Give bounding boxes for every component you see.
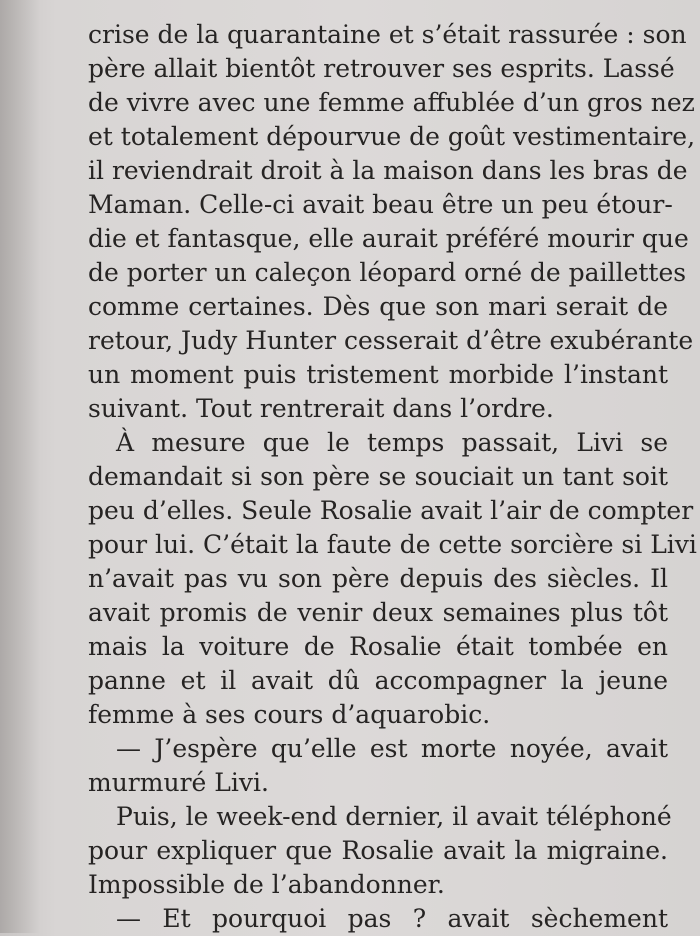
text-line: père allait bientôt retrouver ses esprits. Lassé (88, 54, 675, 83)
text-line: il reviendrait droit à la maison dans les bras de (88, 156, 688, 185)
text-line: crise de la quarantaine et s’était rassurée : son (88, 20, 687, 49)
text-line: et totalement dépourvue de goût vestimentaire, (88, 122, 696, 151)
text-line: panne et il avait dû accompagner la jeune (88, 666, 668, 695)
text-line: femme à ses cours d’aquarobic. (88, 700, 491, 729)
text-line: pour expliquer que Rosalie avait la migraine. (88, 836, 668, 865)
text-line: peu d’elles. Seule Rosalie avait l’air de compter (88, 496, 694, 525)
text-line: avait promis de venir deux semaines plus tôt (88, 598, 668, 627)
paragraph-start-line: Puis, le week-end dernier, il avait téléphoné (116, 802, 672, 831)
text-line: n’avait pas vu son père depuis des siècles. Il (88, 564, 668, 593)
text-line: pour lui. C’était la faute de cette sorcière si Livi (88, 530, 697, 559)
dialogue-line: — J’espère qu’elle est morte noyée, avait (116, 734, 668, 763)
text-line: die et fantasque, elle aurait préféré mourir que (88, 224, 689, 253)
page-gutter-shadow (0, 0, 40, 933)
text-line: Impossible de l’abandonner. (88, 870, 445, 899)
text-line: un moment puis tristement morbide l’instant (88, 360, 668, 389)
text-line: retour, Judy Hunter cesserait d’être exubérante (88, 326, 694, 355)
text-line: comme certaines. Dès que son mari serait de (88, 292, 668, 321)
text-line: de porter un caleçon léopard orné de paillettes (88, 258, 687, 287)
dialogue-line: — Et pourquoi pas ? avait sèchement (116, 904, 668, 933)
paragraph-start-line: À mesure que le temps passait, Livi se (116, 428, 668, 457)
text-line: murmuré Livi. (88, 768, 269, 797)
text-line: Maman. Celle-ci avait beau être un peu étour- (88, 190, 673, 219)
text-line: de vivre avec une femme affublée d’un gros nez (88, 88, 695, 117)
text-line: suivant. Tout rentrerait dans l’ordre. (88, 394, 554, 423)
text-line: mais la voiture de Rosalie était tombée en (88, 632, 668, 661)
text-line: demandait si son père se souciait un tant soit (88, 462, 668, 491)
